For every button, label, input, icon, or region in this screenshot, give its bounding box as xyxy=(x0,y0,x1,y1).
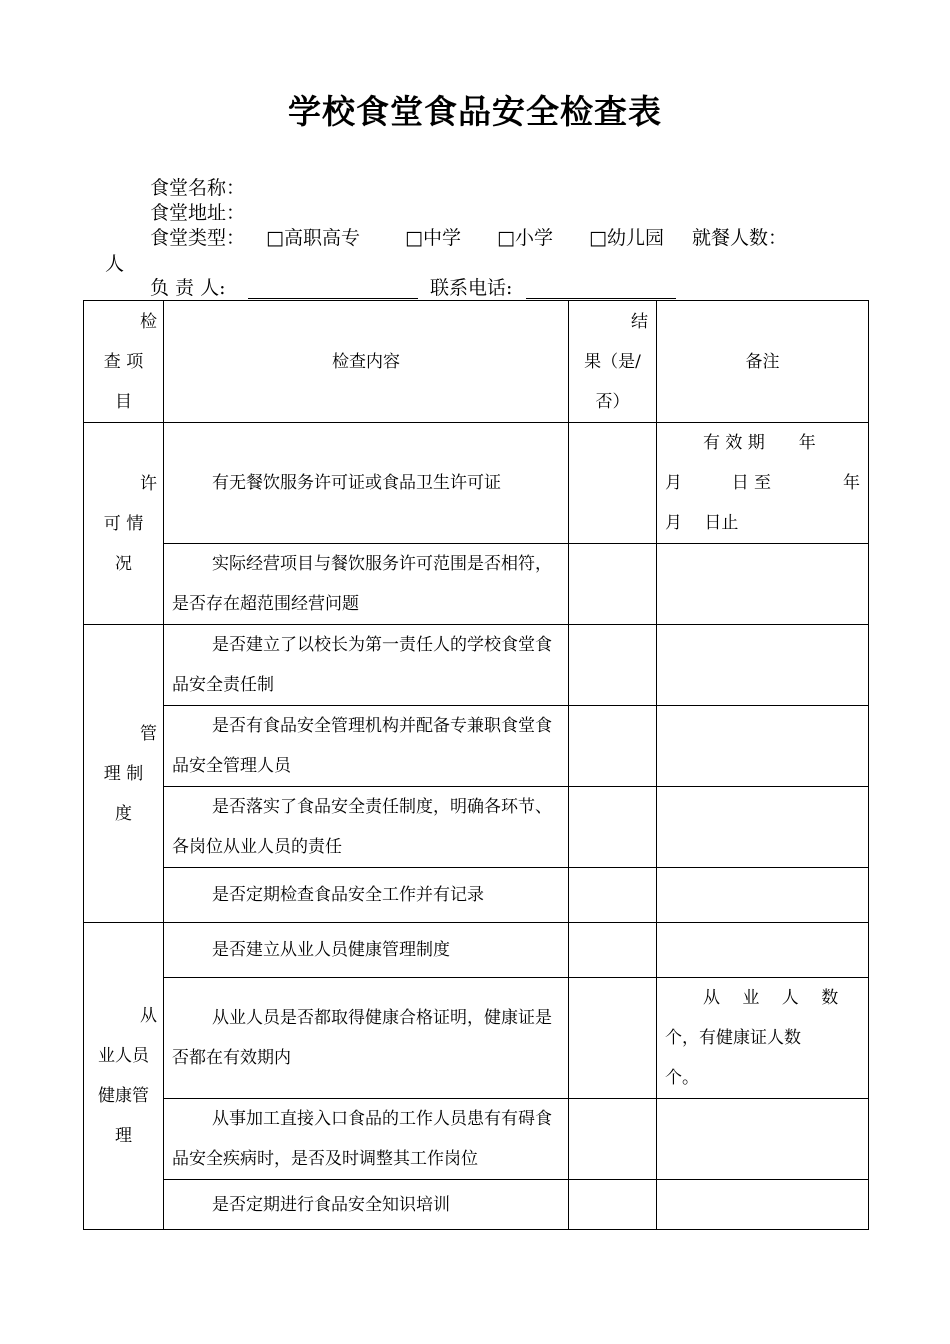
check-content: 是否建立从业人员健康管理制度 xyxy=(164,923,569,978)
inspection-table xyxy=(83,300,869,1230)
result-cell[interactable] xyxy=(569,1180,657,1230)
result-cell[interactable] xyxy=(569,978,657,1099)
type-option-middle-school[interactable]: □中学 xyxy=(405,227,461,249)
type-option-primary-school[interactable]: □小学 xyxy=(497,227,553,249)
diners-count-unit: 人 xyxy=(105,253,125,275)
result-cell[interactable] xyxy=(569,787,657,868)
table-row xyxy=(84,868,869,923)
result-cell[interactable] xyxy=(569,868,657,923)
header-result: 结 果（是/ 否） xyxy=(569,301,657,423)
check-content: 是否有食品安全管理机构并配备专兼职食堂食品安全管理人员 xyxy=(164,706,569,787)
table-row xyxy=(84,923,869,978)
check-content: 从事加工直接入口食品的工作人员患有有碍食品安全疾病时，是否及时调整其工作岗位 xyxy=(164,1099,569,1180)
result-cell[interactable] xyxy=(569,706,657,787)
canteen-name-label: 食堂名称： xyxy=(150,177,246,199)
canteen-address-label: 食堂地址： xyxy=(150,202,246,224)
check-content: 有无餐饮服务许可证或食品卫生许可证 xyxy=(164,423,569,544)
section-item-management: 管 理 制 度 xyxy=(84,625,164,923)
person-in-charge-line[interactable] xyxy=(248,298,418,299)
remark-cell[interactable] xyxy=(657,706,869,787)
check-content: 是否定期进行食品安全知识培训 xyxy=(164,1180,569,1230)
canteen-type-label: 食堂类型： xyxy=(150,227,246,249)
check-content: 从业人员是否都取得健康合格证明，健康证是否都在有效期内 xyxy=(164,978,569,1099)
table-row xyxy=(84,978,869,1099)
table-row xyxy=(84,787,869,868)
result-cell[interactable] xyxy=(569,625,657,706)
remark-cell[interactable]: 从 业 人 数 个，有健康证人数 个。 xyxy=(657,978,869,1099)
header-row xyxy=(84,301,869,423)
phone-line[interactable] xyxy=(526,298,676,299)
remark-cell[interactable] xyxy=(657,625,869,706)
phone-label: 联系电话: xyxy=(430,277,513,299)
type-option-kindergarten[interactable]: □幼儿园 xyxy=(589,227,664,249)
check-content: 实际经营项目与餐饮服务许可范围是否相符，是否存在超范围经营问题 xyxy=(164,544,569,625)
diners-count-label: 就餐人数： xyxy=(692,227,788,249)
remark-cell[interactable] xyxy=(657,923,869,978)
section-item-staff-health: 从 业人员 健康管 理 xyxy=(84,923,164,1230)
table-row xyxy=(84,423,869,544)
result-cell[interactable] xyxy=(569,423,657,544)
table-row xyxy=(84,706,869,787)
remark-cell[interactable] xyxy=(657,1180,869,1230)
check-content: 是否落实了食品安全责任制度，明确各环节、各岗位从业人员的责任 xyxy=(164,787,569,868)
section-item-license: 许 可 情 况 xyxy=(84,423,164,625)
remark-cell[interactable] xyxy=(657,1099,869,1180)
header-content: 检查内容 xyxy=(164,301,569,423)
result-cell[interactable] xyxy=(569,1099,657,1180)
header-remark: 备注 xyxy=(657,301,869,423)
table-row xyxy=(84,1180,869,1230)
remark-cell[interactable]: 有 效 期 年 月 日至 年 月 日止 xyxy=(657,423,869,544)
table-row xyxy=(84,1099,869,1180)
person-in-charge-label: 负 责 人: xyxy=(150,277,226,299)
remark-cell[interactable] xyxy=(657,787,869,868)
page-title: 学校食堂食品安全检查表 xyxy=(288,92,662,131)
type-option-vocational[interactable]: □高职高专 xyxy=(266,227,360,249)
table-row xyxy=(84,544,869,625)
header-item: 检 查 项 目 xyxy=(84,301,164,423)
result-cell[interactable] xyxy=(569,544,657,625)
check-content: 是否建立了以校长为第一责任人的学校食堂食品安全责任制 xyxy=(164,625,569,706)
table-row xyxy=(84,625,869,706)
check-content: 是否定期检查食品安全工作并有记录 xyxy=(164,868,569,923)
remark-cell[interactable] xyxy=(657,868,869,923)
result-cell[interactable] xyxy=(569,923,657,978)
remark-cell[interactable] xyxy=(657,544,869,625)
